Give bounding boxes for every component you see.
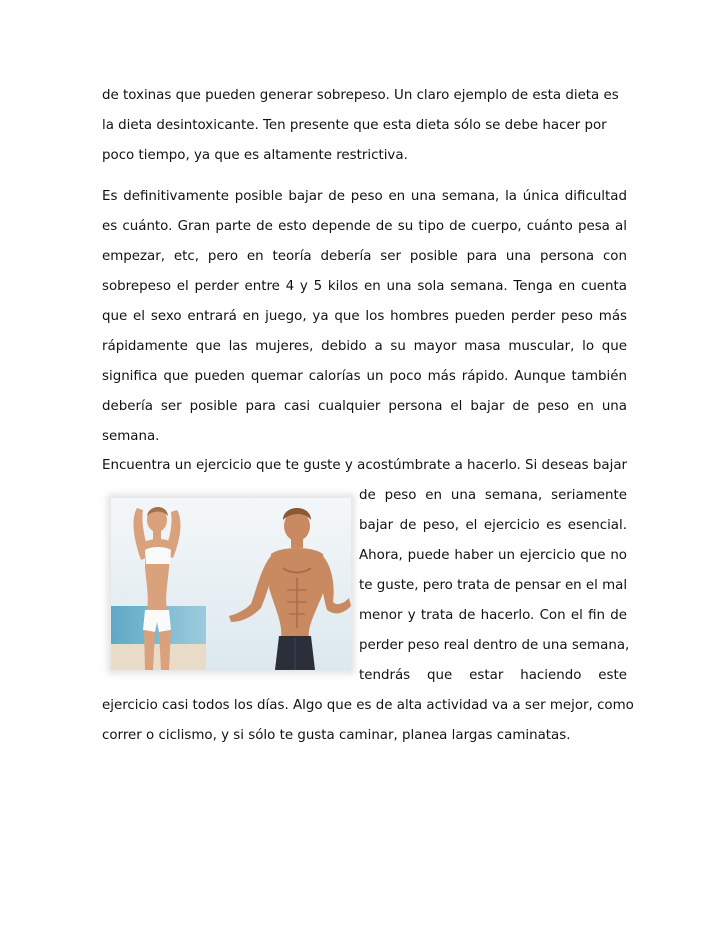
- exercise-wrapped-line: tendrás que estar haciendo este: [359, 668, 627, 683]
- exercise-line-9: ejercicio casi todos los días. Algo que es de alta actividad va a ser mejor, como: [102, 698, 634, 713]
- photo-illustration: [111, 498, 351, 670]
- paragraph-weight-loss-week: Es definitivamente posible bajar de peso en una semana, la única dificultad es cuánto. Gran parte de esto depende de su tipo de cuerpo, cuánto pesa al empezar, etc, pero en teoría debería ser posible para una persona con sobrepeso el perder entre 4 y 5 kilos en una sola semana. Tenga en cuenta que el sexo entrará en juego, ya que los hombres pueden perder peso más rápidamente que las mujeres, debido a su mayor masa muscular, lo que significa que pueden quemar calorías un poco más rápido. Aunque también debería ser posible para casi cualquier persona el bajar de peso en una semana.: [102, 189, 627, 444]
- paragraph-diet: de toxinas que pueden generar sobrepeso. Un claro ejemplo de esta dieta es la dieta desintoxicante. Ten presente que esta dieta sólo se debe hacer por poco tiempo, ya que es altamente restrictiva.: [102, 88, 619, 163]
- exercise-line-10: correr o ciclismo, y si sólo te gusta caminar, planea largas caminatas.: [102, 728, 571, 743]
- exercise-wrapped-line: Ahora, puede haber un ejercicio que no: [359, 548, 627, 563]
- exercise-wrapped-line: perder peso real dentro de una semana,: [359, 638, 630, 653]
- sand: [111, 644, 206, 670]
- exercise-wrapped-line: bajar de peso, el ejercicio es esencial.: [359, 518, 627, 533]
- exercise-wrapped-line: menor y trata de hacerlo. Con el fin de: [359, 608, 627, 623]
- fitness-couple-photo: [111, 498, 351, 670]
- exercise-wrapped-line: te guste, pero trata de pensar en el mal: [359, 578, 628, 593]
- exercise-wrapped-line: de peso en una semana, seriamente: [359, 488, 627, 503]
- exercise-line-1: Encuentra un ejercicio que te guste y acostúmbrate a hacerlo. Si deseas bajar: [102, 458, 628, 473]
